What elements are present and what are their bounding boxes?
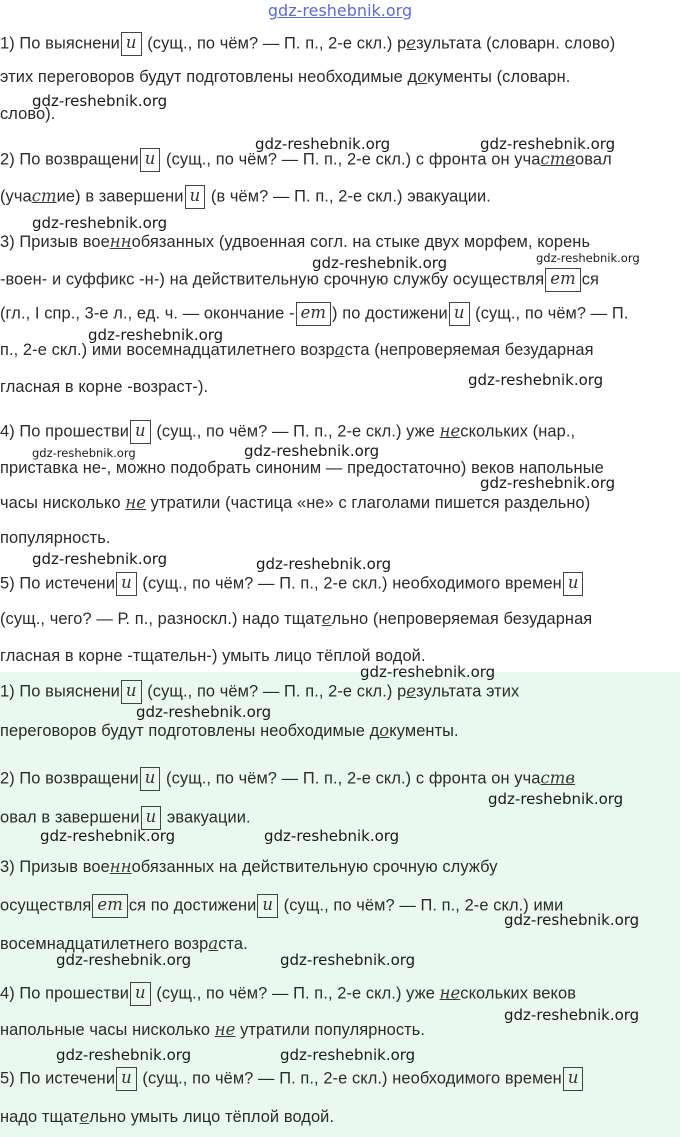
text-line — [0, 376, 208, 398]
watermark-text: gdz-reshebnik.org — [264, 827, 400, 845]
text-line — [0, 492, 590, 514]
text-fragment: (уча — [0, 187, 32, 206]
text-fragment: (сущ., по чём? — П. п., 2-е скл.) необходимого времен — [137, 574, 562, 593]
text-fragment: 5) По истечени — [0, 1069, 116, 1088]
watermark-text: gdz-reshebnik.org — [32, 550, 168, 568]
underlined-letters: не — [439, 983, 461, 1003]
watermark-text: gdz-reshebnik.org — [244, 442, 380, 460]
text-fragment: овал — [575, 150, 612, 169]
underlined-letters: не — [439, 421, 461, 441]
text-line — [0, 572, 584, 596]
text-fragment: (сущ., по чём? — П. п., 2-е скл.) с фронта он уча — [161, 769, 541, 788]
watermark-text: gdz-reshebnik.org — [136, 703, 272, 721]
text-fragment: (сущ., по чём? — П. п., 2-е скл.) р — [142, 34, 407, 53]
boxed-ending: и — [121, 680, 142, 704]
text-fragment: утратили (частица «не» с глаголами пишется раздельно) — [146, 494, 591, 512]
text-line — [0, 66, 570, 88]
text-fragment: п., 2-е скл.) ими восемнадцатилетнего возр — [0, 341, 335, 359]
watermark-text: gdz-reshebnik.org — [488, 790, 624, 808]
text-fragment: 3) Призыв вое — [0, 858, 110, 876]
text-fragment: 5) По истечени — [0, 574, 116, 593]
text-fragment: обязанных (удвоенная согл. на стыке двух морфем, корень — [131, 233, 591, 251]
watermark-text: gdz-reshebnik.org — [480, 474, 616, 492]
watermark-text: gdz-reshebnik.org — [56, 951, 192, 969]
text-fragment: 1) По выяснени — [0, 682, 120, 701]
boxed-ending: и — [185, 185, 206, 209]
text-fragment: приставка не-, можно подобрать синоним — предостаточно) веков напольные — [0, 459, 604, 477]
text-line — [0, 527, 111, 549]
text-line — [0, 268, 599, 292]
text-fragment: ся по достижени — [128, 896, 257, 915]
text-fragment: скольких (нар., — [460, 422, 576, 441]
underlined-letters: не — [214, 1020, 236, 1039]
text-line — [0, 720, 459, 742]
boxed-ending: и — [257, 894, 278, 918]
underlined-letters: е — [321, 609, 332, 628]
text-line — [0, 680, 519, 704]
boxed-ending: и — [141, 806, 162, 830]
text-fragment: (сущ., по чём? — П. п., 2-е скл.) р — [142, 682, 407, 701]
watermark-text: gdz-reshebnik.org — [536, 251, 640, 265]
text-fragment: (сущ., по чём? — П. п., 2-е скл.) уже — [151, 984, 440, 1003]
text-fragment: ие) в завершени — [56, 187, 184, 206]
text-line — [0, 185, 491, 209]
boxed-ending: и — [121, 32, 142, 56]
text-line — [0, 302, 628, 326]
watermark-text: gdz-reshebnik.org — [56, 1046, 192, 1064]
text-fragment: 4) По прошестви — [0, 984, 130, 1003]
watermark-text: gdz-reshebnik.org — [480, 135, 616, 153]
underlined-letters: ств — [540, 149, 576, 169]
text-line — [0, 231, 590, 253]
text-fragment: зультата (словарн. слово) — [416, 34, 616, 53]
boxed-ending: и — [449, 302, 470, 326]
text-fragment: часы нисколько — [0, 494, 126, 512]
text-line — [0, 982, 576, 1006]
text-fragment: гласная в корне -возраст-). — [0, 378, 209, 396]
watermark-text: gdz-reshebnik.org — [468, 371, 604, 389]
boxed-ending: и — [130, 420, 151, 444]
watermark-text: gdz-reshebnik.org — [280, 1046, 416, 1064]
text-fragment: обязанных на действительную срочную службу — [131, 858, 498, 876]
boxed-ending: и — [563, 1067, 584, 1091]
text-fragment: 1) По выяснени — [0, 34, 120, 53]
underlined-letters: о — [417, 67, 428, 86]
text-fragment: ) по достижени — [332, 304, 448, 323]
text-line — [0, 1019, 425, 1041]
underlined-letters: ств — [540, 768, 576, 788]
boxed-ending: и — [130, 982, 151, 1006]
underlined-letters: е — [406, 33, 417, 53]
underlined-letters: о — [379, 721, 390, 740]
text-fragment: слово). — [0, 105, 56, 123]
text-fragment: 4) По прошестви — [0, 422, 130, 441]
underlined-letters: нн — [109, 857, 132, 876]
text-line — [0, 767, 575, 791]
watermark-text: gdz-reshebnik.org — [504, 1006, 640, 1024]
text-fragment: 2) По возвращени — [0, 769, 139, 788]
underlined-letters: нн — [109, 232, 132, 251]
watermark-text: gdz-reshebnik.org — [360, 663, 496, 681]
boxed-ending: и — [563, 572, 584, 596]
boxed-ending: ет — [296, 302, 331, 326]
text-fragment: овал в завершени — [0, 808, 140, 827]
text-fragment: 2) По возвращени — [0, 150, 139, 169]
text-fragment: утратили популярность. — [235, 1021, 426, 1039]
text-fragment: эвакуации. — [162, 808, 251, 827]
boxed-ending: ет — [92, 894, 127, 918]
underlined-letters: а — [208, 934, 219, 953]
text-fragment: (сущ., по чём? — П. п., 2-е скл.) необходимого времен — [137, 1069, 562, 1088]
text-fragment: восемнадцатилетнего возр — [0, 935, 209, 953]
underlined-letters: ст — [31, 186, 57, 206]
boxed-ending: и — [140, 148, 161, 172]
text-fragment: ся — [581, 270, 600, 289]
watermark-text: gdz-reshebnik.org — [256, 555, 392, 573]
text-fragment: кументы (словарн. — [427, 68, 571, 86]
text-fragment: 3) Призыв вое — [0, 233, 110, 251]
text-fragment: льно умыть лицо тёплой водой. — [89, 1108, 335, 1126]
text-fragment: этих переговоров будут подготовлены необходимые д — [0, 68, 418, 86]
text-line — [0, 608, 592, 630]
text-fragment: (сущ., по чём? — П. п., 2-е скл.) с фронта он уча — [161, 150, 541, 169]
text-fragment: популярность. — [0, 529, 111, 547]
text-fragment: (сущ., по чём? — П. п., 2-е скл.) ими — [279, 896, 564, 915]
text-fragment: (в чём? — П. п., 2-е скл.) эвакуации. — [206, 187, 491, 206]
watermark-text: gdz-reshebnik.org — [32, 214, 168, 232]
text-fragment: льно (непроверяемая безударная — [331, 610, 593, 628]
text-fragment: (сущ., по чём? — П. п., 2-е скл.) уже — [151, 422, 440, 441]
watermark-text: gdz-reshebnik.org — [280, 951, 416, 969]
watermark-text: gdz-reshebnik.org — [504, 911, 640, 929]
underlined-letters: не — [125, 493, 147, 512]
text-fragment: ста. — [218, 935, 248, 953]
underlined-letters: е — [406, 681, 417, 701]
text-fragment: (гл., I спр., 3-е л., ед. ч. — окончание - — [0, 304, 295, 323]
watermark-text: gdz-reshebnik.org — [255, 135, 391, 153]
watermark-text: gdz-reshebnik.org — [32, 446, 136, 460]
text-fragment: кументы. — [389, 722, 459, 740]
text-fragment: скольких веков — [460, 984, 576, 1003]
text-fragment: (сущ., по чём? — П. — [470, 304, 629, 323]
text-line — [0, 894, 563, 918]
text-fragment: напольные часы нисколько — [0, 1021, 215, 1039]
watermark-text: gdz-reshebnik.org — [312, 254, 448, 272]
watermark-text: gdz-reshebnik.org — [88, 326, 224, 344]
text-line — [0, 1106, 334, 1128]
text-fragment: зультата этих — [416, 682, 520, 701]
text-line — [0, 856, 498, 878]
text-line — [0, 1067, 584, 1091]
text-fragment: переговоров будут подготовлены необходимые д — [0, 722, 380, 740]
boxed-ending: и — [116, 1067, 137, 1091]
watermark-text: gdz-reshebnik.org — [32, 92, 168, 110]
text-fragment: -воен- и суффикс -н-) на действительную срочную службу осуществля — [0, 270, 545, 289]
text-fragment: надо тщат — [0, 1108, 80, 1126]
boxed-ending: и — [116, 572, 137, 596]
site-header-link[interactable]: gdz-reshebnik.org — [267, 1, 413, 20]
boxed-ending: ет — [545, 268, 580, 292]
text-line — [0, 420, 575, 444]
text-fragment: осуществля — [0, 896, 92, 915]
underlined-letters: е — [79, 1107, 90, 1126]
text-line — [0, 32, 615, 56]
text-fragment: гласная в корне -тщательн-) умыть лицо тёплой водой. — [0, 647, 426, 665]
underlined-letters: а — [334, 340, 345, 359]
text-fragment: ста (непроверяемая безударная — [344, 341, 594, 359]
boxed-ending: и — [140, 767, 161, 791]
watermark-text: gdz-reshebnik.org — [40, 827, 176, 845]
text-fragment: (сущ., чего? — Р. п., разноскл.) надо тщат — [0, 610, 322, 628]
